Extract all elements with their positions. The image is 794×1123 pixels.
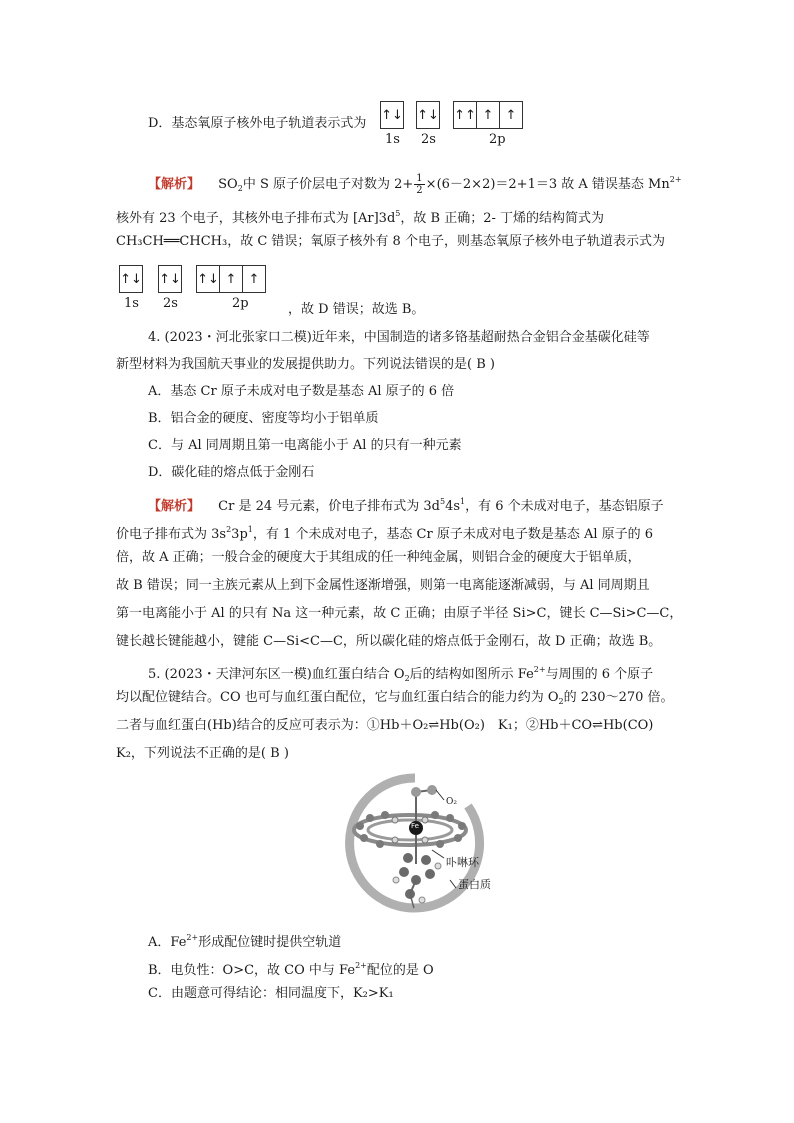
orbital-label-2s: 2s	[163, 296, 178, 311]
q4-analysis-1: 【解析】 Cr 是 24 号元素，价电子排布式为 $3d^54s^1$，有 6 个未成对电子，基态铝原子	[148, 497, 664, 514]
analysis-3-line-2: 核外有 23 个电子，其核外电子排布式为 $[Ar]3d^5$，故 B 正确；2- 丁烯的结构简式为	[116, 209, 604, 226]
figure-label-porphyrin: 卟啉环	[446, 856, 479, 869]
orbital-label-1s: 1s	[385, 132, 400, 147]
q4-analysis-5: 第一电离能小于 Al 的只有 Na 这一种元素，故 C 正确；由原子半径 Si>C，键长 C—Si>C—C，	[116, 606, 683, 621]
option-d-text: D．基态氧原子核外电子轨道表示式为	[148, 116, 367, 131]
analysis-3-line-3: CH₃CH══CHCH₃，故 C 错误；氧原子核外有 8 个电子，则基态氧原子核外电子轨道表示式为	[116, 234, 665, 249]
q4-option-d: D．碳化硅的熔点低于金刚石	[148, 465, 315, 480]
q5-stem-4: K₂，下列说法不正确的是( B )	[116, 746, 289, 761]
q4-analysis-6: 键长越长键能越小，键能 C—Si<C—C，所以碳化硅的熔点低于金刚石，故 D 正确；故选 B。	[116, 634, 662, 649]
oxygen-atom	[427, 785, 437, 795]
analysis-3-line-1: 【解析】 $SO_2$中 S 原子价层电子对数为 2+ $\frac{1}{2}$ ×(6－2×2)＝2+1＝3 故 A 错误基态 $Mn^{2+}$	[148, 173, 682, 196]
fraction: $\frac{1}{2}$	[416, 173, 423, 196]
q4-option-b: B．铝合金的硬度、密度等均小于铝单质	[148, 411, 379, 426]
orbital-cell: ↑↓	[417, 107, 439, 123]
orbital-cell: ↑↓	[159, 271, 181, 287]
orbital-cell: ↑↓	[381, 107, 403, 123]
orbital-cell: ↑	[477, 102, 500, 128]
orbital-label-1s: 1s	[124, 296, 139, 311]
orbital-cell: ↑	[248, 271, 260, 287]
orbital-cell: ↑	[220, 266, 243, 292]
q4-option-c: C．与 Al 同周期且第一电离能小于 Al 的只有一种元素	[148, 438, 462, 453]
q5-option-b: B．电负性：O>C，故 CO 中与 $Fe^{2+}$配位的是 O	[148, 961, 434, 978]
orbital-cell: ↑↓	[120, 271, 142, 287]
orbital-cell: ↑↑	[454, 102, 477, 128]
orbital-box-2s	[416, 101, 440, 129]
q5-stem-3: 二者与血红蛋白(Hb)结合的反应可表示为：①Hb＋O₂⇌Hb(O₂) K₁；②Hb＋CO⇌Hb(CO)	[116, 718, 654, 733]
figure-label-o2: O₂	[446, 797, 457, 807]
orbital-box-2p	[453, 101, 523, 129]
q4-stem-2: 新型材料为我国航天事业的发展提供助力。下列说法错误的是( B )	[116, 357, 495, 372]
figure-label-protein: 蛋白质	[458, 878, 491, 891]
q5-stem-1: 5. (2023・天津河东区一模)血红蛋白结合 $O_2$后的结构如图所示 $Fe^{2+}$与周围的 6 个原子	[148, 665, 654, 683]
orbital-cell: ↑↓	[197, 266, 220, 292]
orbital-box-1s	[380, 101, 404, 129]
orbital-label-2p: 2p	[232, 296, 249, 311]
oxygen-atom	[411, 787, 421, 797]
q4-option-a: A．基态 Cr 原子未成对电子数是基态 Al 原子的 6 倍	[148, 384, 455, 399]
hemoglobin-structure-figure	[340, 768, 490, 918]
orbital-label-2p: 2p	[489, 132, 506, 147]
analysis-tag: 【解析】	[148, 177, 201, 192]
q4-analysis-2: 价电子排布式为 $3s^23p^1$，有 1 个未成对电子，基态 Cr 原子未成对电子数是基态 Al 原子的 6	[116, 525, 654, 542]
orbital-label-2s: 2s	[421, 132, 436, 147]
q4-analysis-4: 故 B 错误；同一主族元素从上到下金属性逐渐增强，则第一电离能逐渐减弱，与 Al 同周期且	[116, 578, 650, 593]
q5-stem-2: 均以配位键结合。CO 也可与血红蛋白配位，它与血红蛋白结合的能力约为 $O_2$的 230～270 倍。	[116, 690, 674, 706]
orbital-cell: ↑	[505, 107, 517, 123]
q5-option-c: C．由题意可得结论：相同温度下，K₂>K₁	[148, 986, 394, 1001]
analysis-3-conclusion: ，故 D 错误；故选 B。	[288, 302, 425, 317]
q4-analysis-3: 倍，故 A 正确；一般合金的硬度大于其组成的任一种纯金属，则铝合金的硬度大于铝单质，	[116, 550, 641, 565]
orbital-box-1s	[119, 265, 143, 293]
q4-stem-1: 4. (2023・河北张家口二模)近年来，中国制造的诸多铬基超耐热合金铝合金基碳化硅等	[148, 330, 650, 345]
figure-label-fe: Fe	[411, 822, 419, 830]
q5-option-a: A．$Fe^{2+}$形成配位键时提供空轨道	[148, 933, 342, 950]
orbital-box-2p	[196, 265, 266, 293]
orbital-box-2s	[158, 265, 182, 293]
analysis-tag: 【解析】	[148, 499, 201, 514]
